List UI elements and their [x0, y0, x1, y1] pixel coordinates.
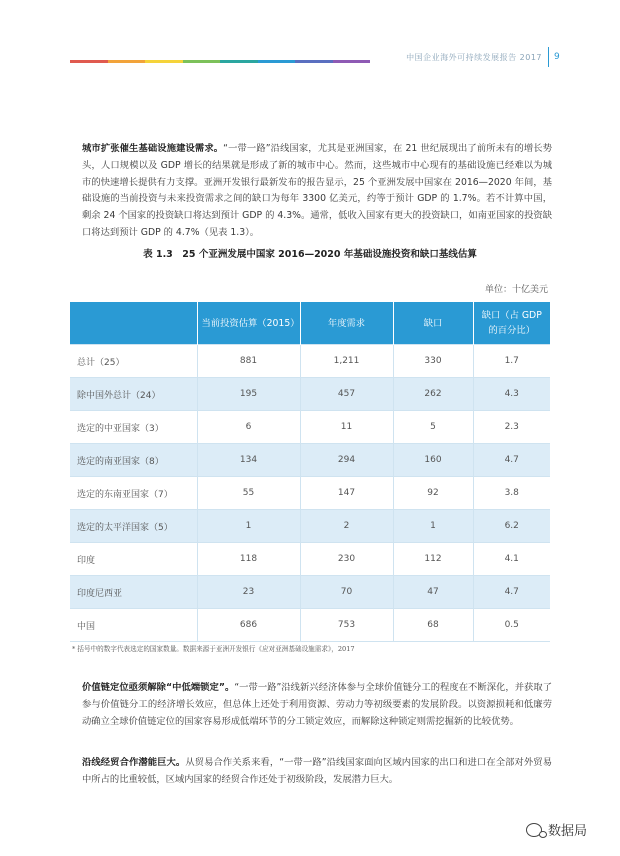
- table-title: 表 1.3 25 个亚洲发展中国家 2016—2020 年基础设施投资和缺口基线估算: [143, 249, 477, 260]
- cell-current: 1: [197, 510, 300, 543]
- cell-gap-pct: 2.3: [473, 411, 550, 444]
- cell-gap-pct: 3.8: [473, 477, 550, 510]
- table-header-cell: 缺口（占 GDP 的百分比）: [473, 302, 550, 345]
- table-header-cell: 缺口: [393, 302, 473, 345]
- cell-gap: 47: [393, 576, 473, 609]
- watermark: [526, 820, 587, 839]
- page-number: 9: [554, 52, 560, 62]
- paragraph-lead: 沿线经贸合作潜能巨大。: [82, 757, 186, 768]
- table-row: [70, 609, 550, 642]
- stripe-segment: [220, 60, 258, 63]
- stripe-segment: [108, 60, 146, 63]
- stripe-segment: [333, 60, 371, 63]
- cell-current: 6: [197, 411, 300, 444]
- table-header-cell: [70, 302, 197, 345]
- cell-current: 195: [197, 378, 300, 411]
- cell-current: 55: [197, 477, 300, 510]
- row-label: 选定的东南亚国家（7）: [70, 477, 197, 510]
- cell-gap-pct: 4.1: [473, 543, 550, 576]
- table-row: [70, 378, 550, 411]
- row-label: 选定的南亚国家（8）: [70, 444, 197, 477]
- stripe-segment: [70, 60, 108, 63]
- report-title: 中国企业海外可持续发展报告 2017: [406, 53, 542, 62]
- paragraph-trade: [82, 755, 552, 789]
- cell-gap-pct: 4.7: [473, 576, 550, 609]
- row-label: 中国: [70, 609, 197, 642]
- stripe-segment: [183, 60, 221, 63]
- cell-gap: 5: [393, 411, 473, 444]
- cell-gap-pct: 1.7: [473, 345, 550, 378]
- header-color-stripe: [70, 60, 370, 63]
- investment-gap-table: [70, 302, 550, 642]
- row-label: 选定的太平洋国家（5）: [70, 510, 197, 543]
- cell-gap: 1: [393, 510, 473, 543]
- table-row: [70, 543, 550, 576]
- cell-gap-pct: 4.3: [473, 378, 550, 411]
- table-row: [70, 477, 550, 510]
- stripe-segment: [258, 60, 296, 63]
- table-header-cell: 年度需求: [300, 302, 393, 345]
- row-label: 总计（25）: [70, 345, 197, 378]
- row-label: 印度尼西亚: [70, 576, 197, 609]
- cell-demand: 753: [300, 609, 393, 642]
- cell-demand: 294: [300, 444, 393, 477]
- cell-demand: 457: [300, 378, 393, 411]
- wechat-icon: [526, 823, 542, 837]
- table-row: [70, 411, 550, 444]
- paragraph-infrastructure: [82, 141, 552, 242]
- table-row: [70, 444, 550, 477]
- cell-demand: 11: [300, 411, 393, 444]
- table-footnote: * 括号中的数字代表选定的国家数量。数据来源于亚洲开发银行《应对亚洲基础设施需求》，2017: [72, 645, 355, 653]
- paragraph-lead: 价值链定位亟须解除“中低端锁定”。: [82, 682, 235, 693]
- cell-current: 881: [197, 345, 300, 378]
- cell-gap: 160: [393, 444, 473, 477]
- cell-gap-pct: 4.7: [473, 444, 550, 477]
- cell-demand: 230: [300, 543, 393, 576]
- row-label: 除中国外总计（24）: [70, 378, 197, 411]
- paragraph-lead: 城市扩张催生基础设施建设需求。: [82, 143, 224, 154]
- table-header-row: [70, 302, 550, 345]
- row-label: 选定的中亚国家（3）: [70, 411, 197, 444]
- paragraph-body: “一带一路”沿线国家，尤其是亚洲国家，在 21 世纪展现出了前所未有的增长势头，人口规模以及 GDP 增长的结果就是形成了新的城市中心。然而，这些城市中心现有的基础设施已经难以为城市的快速增长提供有力支撑。亚洲开发银行最新发布的报告显示，25 个亚洲发展中国家在 2016—2020 年间，基础设施的当前投资与未来投资需求之间的缺口为每年 3300 亿美元，约等于预计 GDP 的 1.7%。若不计算中国，剩余 24 个国家的投资缺口将达到预计 GDP 的 4.3%。通常，低收入国家有更大的投资缺口，如南亚国家的投资缺口将达到预计 GDP 的 4.7%（见表 1.3）。: [82, 143, 552, 238]
- paragraph-body: “一带一路”沿线新兴经济体参与全球价值链分工的程度在不断深化，并获取了参与价值链分工的经济增长效应，但总体上还处于利用资源、劳动力等初级要素的发展阶段。以资源损耗和低廉劳动确立全球价值链定位的国家容易形成低端环节的分工锁定效应，而解除这种锁定则需挖掘新的比较优势。: [82, 682, 552, 727]
- cell-demand: 1,211: [300, 345, 393, 378]
- cell-gap-pct: 6.2: [473, 510, 550, 543]
- watermark-text: 数据局: [548, 824, 588, 839]
- stripe-segment: [145, 60, 183, 63]
- paragraph-body: 从贸易合作关系来看，“一带一路”沿线国家面向区域内国家的出口和进口在全部对外贸易中所占的比重较低，区域内国家的经贸合作还处于初级阶段，发展潜力巨大。: [82, 757, 552, 785]
- cell-demand: 147: [300, 477, 393, 510]
- table-header-cell: 当前投资估算（2015）: [197, 302, 300, 345]
- table-row: [70, 345, 550, 378]
- cell-gap-pct: 0.5: [473, 609, 550, 642]
- cell-current: 686: [197, 609, 300, 642]
- cell-gap: 68: [393, 609, 473, 642]
- cell-current: 23: [197, 576, 300, 609]
- cell-demand: 70: [300, 576, 393, 609]
- paragraph-value-chain: [82, 680, 552, 730]
- cell-gap: 92: [393, 477, 473, 510]
- stripe-segment: [295, 60, 333, 63]
- table-row: [70, 576, 550, 609]
- cell-current: 134: [197, 444, 300, 477]
- row-label: 印度: [70, 543, 197, 576]
- cell-gap: 112: [393, 543, 473, 576]
- table-row: [70, 510, 550, 543]
- cell-gap: 262: [393, 378, 473, 411]
- cell-demand: 2: [300, 510, 393, 543]
- header-divider: [548, 47, 549, 67]
- cell-gap: 330: [393, 345, 473, 378]
- table-unit: 单位：十亿美元: [484, 285, 548, 295]
- cell-current: 118: [197, 543, 300, 576]
